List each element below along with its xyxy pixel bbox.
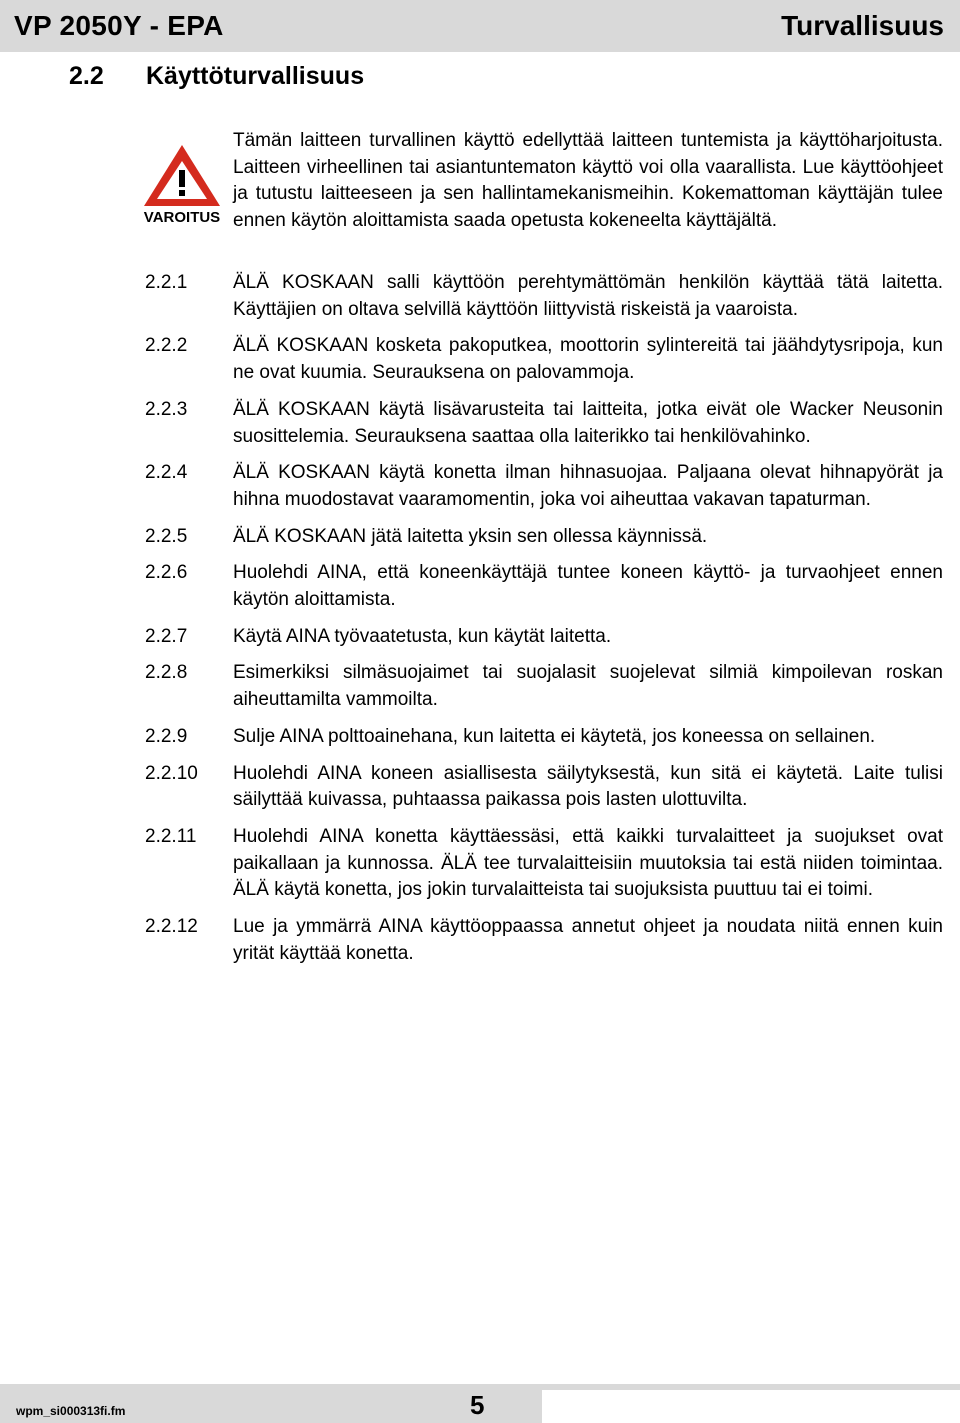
item-number: 2.2.9: [145, 725, 188, 747]
list-item: [145, 624, 945, 651]
item-number: 2.2.11: [145, 825, 197, 847]
list-item: [145, 333, 945, 386]
document-title: VP 2050Y - EPA: [14, 10, 224, 41]
item-number: 2.2.10: [145, 762, 198, 784]
footer-blank-box: [542, 1390, 960, 1423]
list-item: [145, 460, 945, 513]
item-number: 2.2.3: [145, 398, 188, 420]
item-number: 2.2.5: [145, 525, 188, 547]
item-number: 2.2.4: [145, 462, 188, 484]
list-item: [145, 270, 945, 323]
item-number: 2.2.7: [145, 625, 188, 647]
item-text: Huolehdi AINA, että koneenkäyttäjä tuntee koneen käyttö- ja turvaohjeet ennen käytön aloittamista.: [233, 562, 943, 611]
page-number: 5: [470, 1390, 485, 1420]
list-item: [145, 761, 945, 814]
intro-paragraph: Tämän laitteen turvallinen käyttö edellyttää laitteen tuntemista ja käyttöharjoitusta. Laitteen virheellinen tai asiantuntematon käyttö voi olla vaarallista. Lue käyttöohjeet ja tutustu laitteeseen ja sen hallintamekanismeihin. Kokemattoman käyttäjän tulee ennen käytön aloittamista saada opetusta kokeneelta käyttäjältä.: [233, 130, 943, 232]
item-text: Sulje AINA polttoainehana, kun laitetta ei käytetä, jos koneessa on sellainen.: [233, 725, 876, 747]
warning-triangle-icon: [140, 142, 224, 208]
item-number: 2.2.2: [145, 335, 188, 357]
page-header: [0, 0, 960, 52]
list-item: [145, 397, 945, 450]
item-number: 2.2.12: [145, 916, 198, 938]
list-item: [145, 524, 945, 551]
item-number: 2.2.1: [145, 272, 188, 293]
item-text: Esimerkiksi silmäsuojaimet tai suojalasit suojelevat silmiä kimpoilevan roskan aiheuttamilta vammoilta.: [233, 662, 943, 711]
safety-rules-list: [145, 270, 945, 967]
item-text: ÄLÄ KOSKAAN kosketa pakoputkea, moottorin sylintereitä tai jäähdytysripoja, kun ne ovat kuumia. Seurauksena on palovammoja.: [233, 335, 943, 384]
list-item: [145, 724, 945, 751]
warning-block: [140, 142, 224, 232]
item-text: ÄLÄ KOSKAAN salli käyttöön perehtymättömän henkilön käyttää tätä laitetta. Käyttäjien on oltava selvillä käyttöön liittyvistä riskeistä ja vaaroista.: [233, 272, 943, 320]
chapter-title: Turvallisuus: [781, 10, 944, 41]
item-text: Lue ja ymmärrä AINA käyttöoppaassa annetut ohjeet ja noudata niitä ennen kuin yrität käyttää konetta.: [233, 916, 943, 964]
section-title: Käyttöturvallisuus: [146, 62, 365, 90]
section-number: 2.2: [69, 62, 104, 90]
section-heading: [69, 62, 364, 91]
list-item: [145, 560, 945, 613]
item-text: ÄLÄ KOSKAAN käytä konetta ilman hihnasuojaa. Paljaana olevat hihnapyörät ja hihna muodostavat vaaramomentin, joka voi aiheuttaa vakavan tapaturman.: [233, 462, 943, 510]
warning-label: VAROITUS: [143, 209, 221, 226]
item-number: 2.2.8: [145, 662, 188, 684]
item-text: Huolehdi AINA konetta käyttäessäsi, että kaikki turvalaitteet ja suojukset ovat paikallaan ja kunnossa. ÄLÄ tee turvalaitteisiin muutoksia tai estä niiden toimintaa. ÄLÄ käytä konetta, jos jokin turvalaitteista tai suojuksista puuttuu tai ei toimi.: [233, 825, 943, 901]
item-text: Käytä AINA työvaatetusta, kun käytät laitetta.: [233, 625, 612, 647]
item-text: ÄLÄ KOSKAAN käytä lisävarusteita tai laitteita, jotka eivät ole Wacker Neusonin suosittelemia. Seurauksena saattaa olla laiterikko tai henkilövahinko.: [233, 398, 943, 447]
item-text: Huolehdi AINA koneen asiallisesta säilytyksestä, kun sitä ei käytetä. Laite tulisi säilyttää kuivassa, puhtaassa paikassa pois lasten ulottuvilta.: [233, 762, 943, 811]
list-item: [145, 824, 945, 904]
list-item: [145, 660, 945, 713]
footer-filename: wpm_si000313fi.fm: [16, 1404, 126, 1418]
item-text: ÄLÄ KOSKAAN jätä laitetta yksin sen ollessa käynnissä.: [233, 525, 708, 547]
list-item: [145, 914, 945, 967]
item-number: 2.2.6: [145, 562, 188, 584]
page-footer: [0, 1384, 960, 1423]
